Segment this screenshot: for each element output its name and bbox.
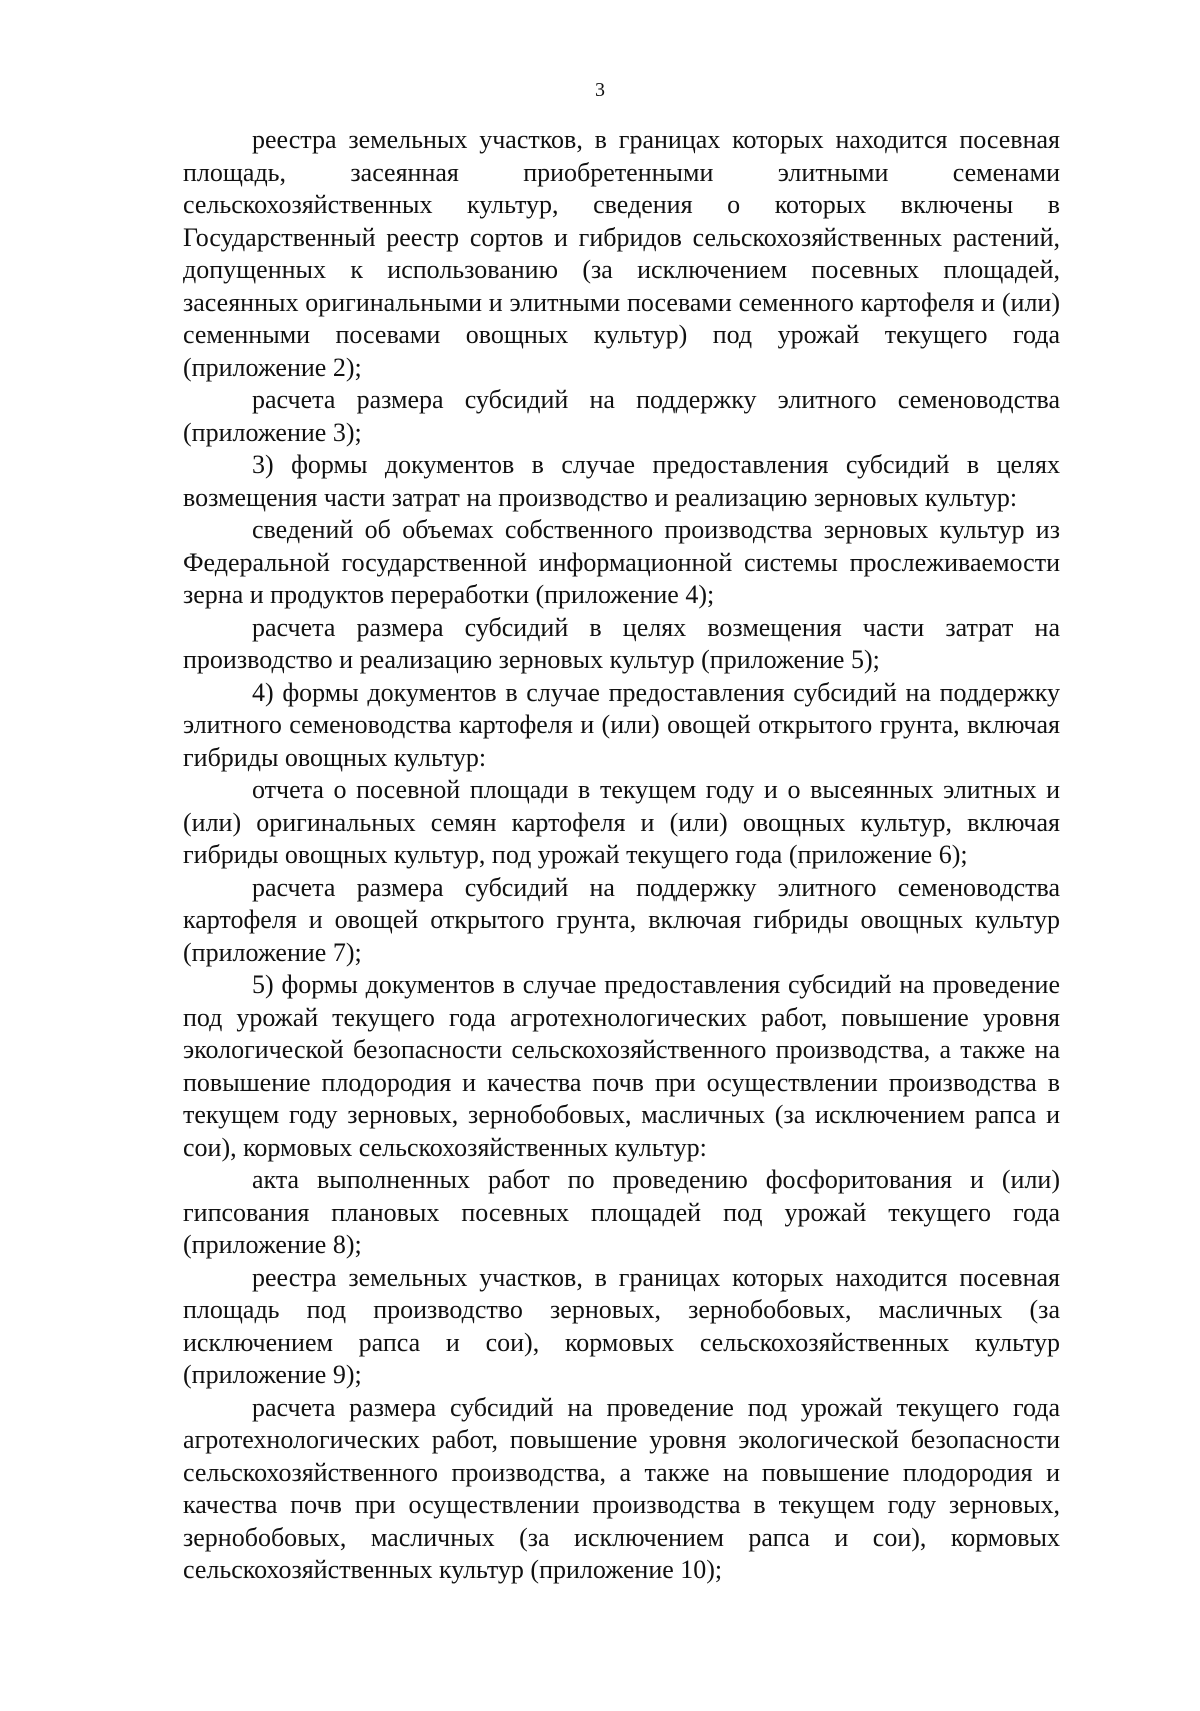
paragraph: 3) формы документов в случае предоставления субсидий в целях возмещения части затрат на производство и реализацию зерновых культур: xyxy=(183,450,1060,512)
page-number: 3 xyxy=(595,79,605,101)
paragraph: расчета размера субсидий в целях возмещения части затрат на производство и реализацию зерновых культур (приложение 5); xyxy=(183,612,1060,674)
paragraph: сведений об объемах собственного производства зерновых культур из Федеральной государственной информационной системы прослеживаемости зерна и продуктов переработки (приложение 4); xyxy=(183,515,1060,609)
paragraph: акта выполненных работ по проведению фосфоритования и (или) гипсования плановых посевных площадей под урожай текущего года (приложение 8); xyxy=(183,1165,1060,1259)
paragraph: 5) формы документов в случае предоставления субсидий на проведение под урожай текущего года агротехнологических работ, повышение уровня экологической безопасности сельскохозяйственного производства, а также на повышение плодородия и качества почв при осуществлении производства в текущем году зерновых, зернобобовых, масличных (за исключением рапса и сои), кормовых сельскохозяйственных культур: xyxy=(183,970,1060,1162)
paragraph: отчета о посевной площади в текущем году и о высеянных элитных и (или) оригинальных семян картофеля и (или) овощных культур, включая гибриды овощных культур, под урожай текущего года (приложение 6); xyxy=(183,775,1060,869)
paragraph: расчета размера субсидий на поддержку элитного семеноводства картофеля и овощей открытого грунта, включая гибриды овощных культур (приложение 7); xyxy=(183,872,1060,967)
document-body xyxy=(183,124,1060,1587)
paragraph: 4) формы документов в случае предоставления субсидий на поддержку элитного семеноводства картофеля и (или) овощей открытого грунта, включая гибриды овощных культур: xyxy=(183,677,1060,772)
paragraph: расчета размера субсидий на поддержку элитного семеноводства (приложение 3); xyxy=(183,385,1060,447)
paragraph: реестра земельных участков, в границах которых находится посевная площадь под производство зерновых, зернобобовых, масличных (за исключением рапса и сои), кормовых сельскохозяйственных культур (приложение 9); xyxy=(183,1262,1060,1389)
paragraph: реестра земельных участков, в границах которых находится посевная площадь, засеянная приобретенными элитными семенами сельскохозяйственных культур, сведения о которых включены в Государственный реестр сортов и гибридов сельскохозяйственных растений, допущенных к использованию (за исключением посевных площадей, засеянных оригинальными и элитными посевами семенного картофеля и (или) семенными посевами овощных культур) под урожай текущего года (приложение 2); xyxy=(183,125,1060,382)
paragraph: расчета размера субсидий на проведение под урожай текущего года агротехнологических работ, повышение уровня экологической безопасности сельскохозяйственного производства, а также на повышение плодородия и качества почв при осуществлении производства в текущем году зерновых, зернобобовых, масличных (за исключением рапса и сои), кормовых сельскохозяйственных культур (приложение 10); xyxy=(183,1392,1060,1584)
